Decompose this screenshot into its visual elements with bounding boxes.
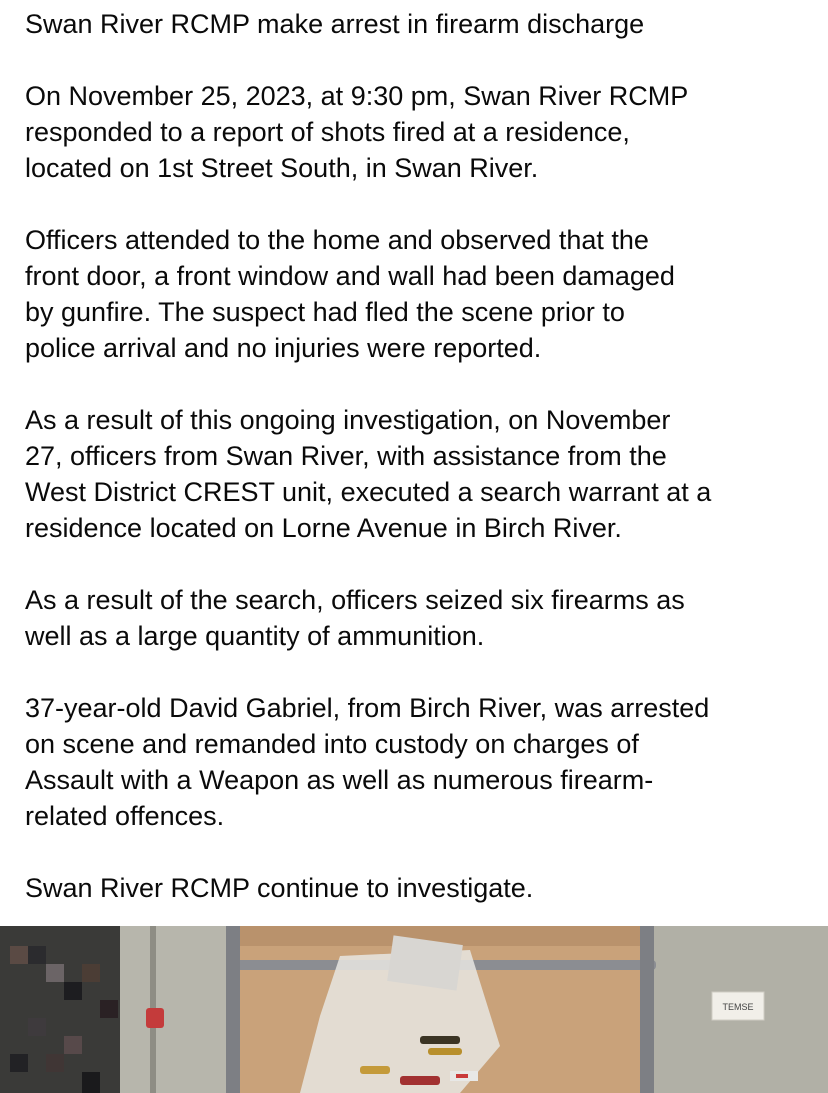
- post-paragraph-3: As a result of this ongoing investigation, on November 27, officers from Swan River, with assistance from the West District CREST unit, executed a search warrant at a residence located on Lorne Avenue in Birch River.: [25, 405, 712, 543]
- post-paragraph-4: As a result of the search, officers seized six firearms as well as a large quantity of ammunition.: [25, 585, 685, 651]
- red-lock: [146, 1008, 164, 1028]
- wall-sign-text: TEMSE: [722, 1002, 754, 1012]
- photo-scene: [0, 926, 828, 1093]
- post-paragraph-6: Swan River RCMP continue to investigate.: [25, 873, 534, 903]
- post-paragraph-1: On November 25, 2023, at 9:30 pm, Swan River RCMP responded to a report of shots fired at a residence, located on 1st Street South, in Swan River.: [25, 81, 689, 183]
- post-title: Swan River RCMP make arrest in firearm discharge: [25, 9, 645, 39]
- seized-items-photo[interactable]: [0, 926, 828, 1093]
- cabinet-door-left: [120, 926, 230, 1093]
- post-body: [25, 6, 815, 942]
- post-paragraph-2: Officers attended to the home and observed that the front door, a front window and wall had been damaged by gunfire. The suspect had fled the scene prior to police arrival and no injuries were reported.: [25, 225, 675, 363]
- post-paragraph-5: 37-year-old David Gabriel, from Birch River, was arrested on scene and remanded into custody on charges of Assault with a Weapon as well as numerous firearm- related offences.: [25, 693, 710, 831]
